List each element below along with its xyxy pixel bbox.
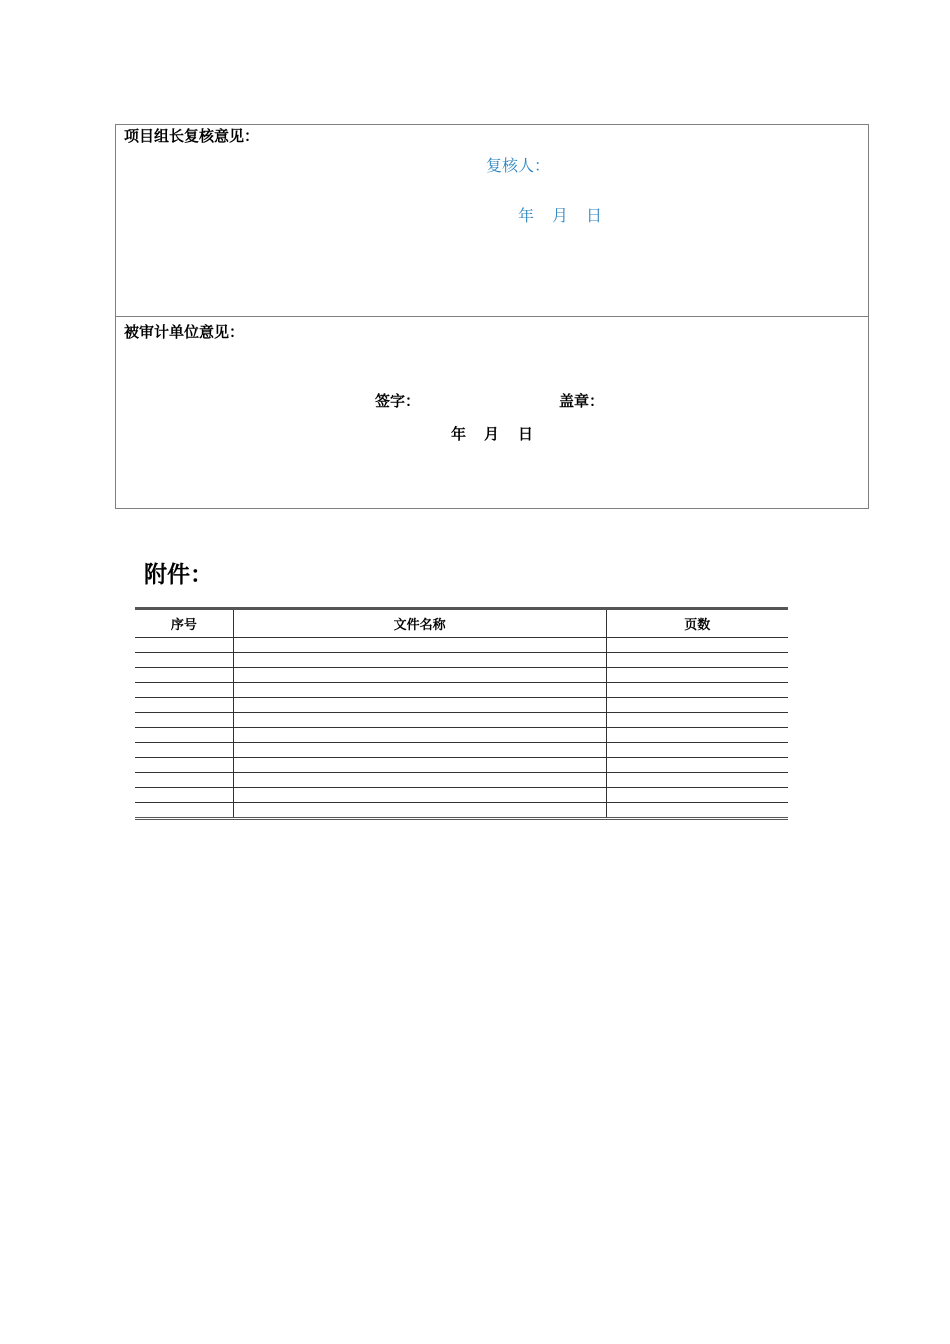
table-cell bbox=[233, 713, 606, 728]
table-row bbox=[135, 713, 788, 728]
table-cell bbox=[606, 698, 788, 713]
reviewer-label: 复核人： bbox=[486, 156, 551, 175]
column-header-filename: 文件名称 bbox=[233, 609, 606, 638]
table-cell bbox=[135, 668, 233, 683]
review-date-month: 月 bbox=[552, 206, 569, 225]
table-row bbox=[135, 758, 788, 773]
auditee-opinion-box bbox=[115, 316, 869, 509]
table-row bbox=[135, 743, 788, 758]
review-date-day: 日 bbox=[586, 206, 603, 225]
table-cell bbox=[606, 773, 788, 788]
table-cell bbox=[135, 758, 233, 773]
table-cell bbox=[135, 653, 233, 668]
table-row bbox=[135, 803, 788, 819]
auditee-opinion-title: 被审计单位意见： bbox=[124, 323, 245, 341]
table-cell bbox=[606, 743, 788, 758]
table-row bbox=[135, 683, 788, 698]
table-row bbox=[135, 728, 788, 743]
table-row bbox=[135, 668, 788, 683]
table-cell bbox=[606, 788, 788, 803]
table-cell bbox=[606, 683, 788, 698]
table-cell bbox=[233, 698, 606, 713]
review-opinion-box bbox=[115, 124, 869, 317]
table-cell bbox=[233, 758, 606, 773]
table-row bbox=[135, 653, 788, 668]
table-cell bbox=[606, 668, 788, 683]
table-cell bbox=[233, 683, 606, 698]
attachments-table bbox=[135, 607, 788, 820]
table-cell bbox=[135, 803, 233, 819]
table-cell bbox=[135, 773, 233, 788]
table-cell bbox=[135, 638, 233, 653]
table-cell bbox=[606, 803, 788, 819]
table-cell bbox=[233, 668, 606, 683]
auditee-date-month: 月 bbox=[484, 425, 500, 443]
table-row bbox=[135, 698, 788, 713]
attachments-title: 附件： bbox=[144, 562, 213, 588]
table-cell bbox=[233, 638, 606, 653]
table-cell bbox=[135, 698, 233, 713]
auditee-date-day: 日 bbox=[518, 425, 534, 443]
table-cell bbox=[606, 728, 788, 743]
table-cell bbox=[606, 653, 788, 668]
auditee-date-year: 年 bbox=[451, 425, 467, 443]
table-cell bbox=[233, 803, 606, 819]
review-date-year: 年 bbox=[518, 206, 535, 225]
table-row bbox=[135, 788, 788, 803]
table-cell bbox=[135, 743, 233, 758]
table-cell bbox=[135, 683, 233, 698]
table-row bbox=[135, 773, 788, 788]
table-row bbox=[135, 638, 788, 653]
table-cell bbox=[233, 743, 606, 758]
table-cell bbox=[135, 788, 233, 803]
column-header-index: 序号 bbox=[135, 609, 233, 638]
table-cell bbox=[606, 713, 788, 728]
table-cell bbox=[135, 713, 233, 728]
table-cell bbox=[135, 728, 233, 743]
attachments-header-row bbox=[135, 609, 788, 638]
seal-label: 盖章： bbox=[559, 392, 605, 410]
table-cell bbox=[233, 773, 606, 788]
signature-label: 签字： bbox=[375, 392, 421, 410]
review-opinion-title: 项目组长复核意见： bbox=[124, 127, 260, 145]
column-header-pages: 页数 bbox=[606, 609, 788, 638]
table-cell bbox=[233, 788, 606, 803]
table-cell bbox=[233, 653, 606, 668]
table-cell bbox=[606, 638, 788, 653]
table-cell bbox=[606, 758, 788, 773]
table-cell bbox=[233, 728, 606, 743]
